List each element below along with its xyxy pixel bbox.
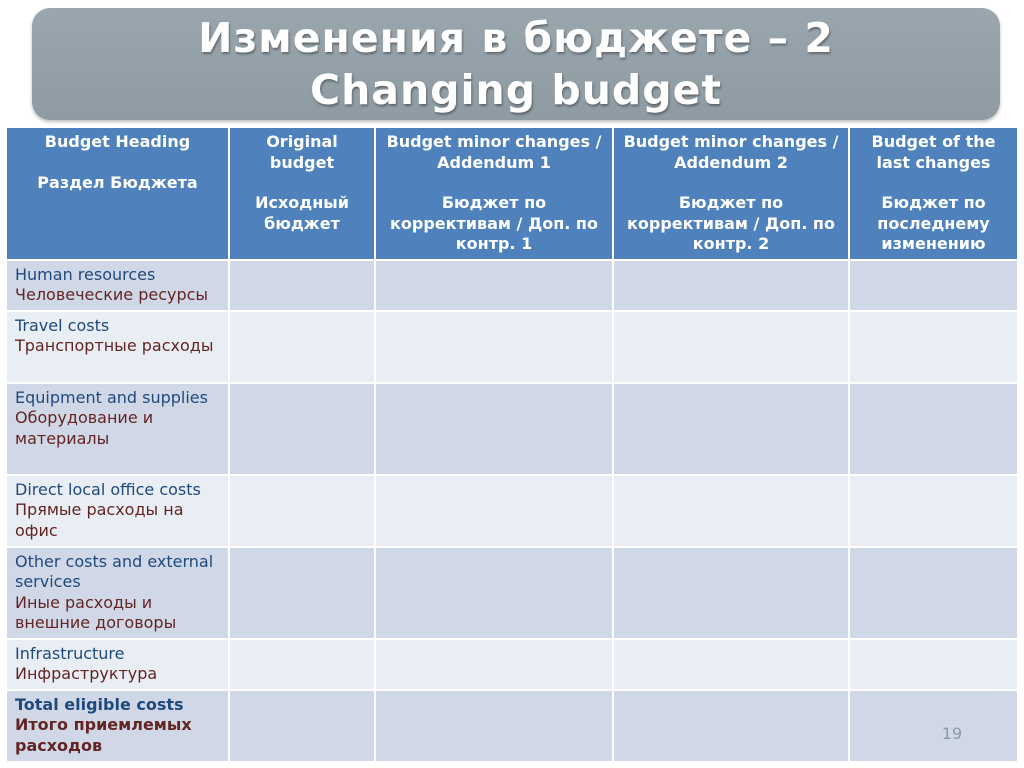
table-cell[interactable] bbox=[375, 383, 613, 475]
table-row bbox=[6, 383, 1018, 475]
table-cell[interactable] bbox=[229, 383, 375, 475]
table-cell[interactable] bbox=[375, 547, 613, 639]
title-russian: Изменения в бюджете – 2 bbox=[198, 14, 834, 62]
row-heading-cell bbox=[6, 639, 229, 690]
row-label-ru: Человеческие ресурсы bbox=[15, 285, 209, 304]
slide-title bbox=[32, 8, 1000, 120]
header-addendum-1 bbox=[375, 127, 613, 260]
table-cell[interactable] bbox=[229, 260, 375, 311]
table-row bbox=[6, 547, 1018, 639]
header-ru: Исходный бюджет bbox=[255, 193, 349, 233]
header-en: Budget Heading bbox=[44, 132, 191, 151]
table-cell[interactable] bbox=[375, 311, 613, 383]
header-addendum-2 bbox=[613, 127, 849, 260]
row-label-ru: Транспортные расходы bbox=[15, 336, 214, 355]
row-heading-cell bbox=[6, 475, 229, 547]
table-cell[interactable] bbox=[849, 547, 1018, 639]
table-row bbox=[6, 639, 1018, 690]
row-heading-cell bbox=[6, 383, 229, 475]
header-last-changes bbox=[849, 127, 1018, 260]
total-row bbox=[6, 690, 1018, 762]
table-cell[interactable] bbox=[613, 311, 849, 383]
row-label-en: Equipment and supplies bbox=[15, 387, 208, 407]
row-label-en: Travel costs bbox=[15, 315, 110, 335]
header-ru: Бюджет по коррективам / Доп. по контр. 2 bbox=[627, 193, 835, 253]
table-cell[interactable] bbox=[375, 690, 613, 762]
row-label-ru: Инфраструктура bbox=[15, 664, 158, 683]
table-cell[interactable] bbox=[613, 260, 849, 311]
header-en: Original budget bbox=[266, 132, 338, 172]
table-cell[interactable] bbox=[375, 475, 613, 547]
table-cell[interactable] bbox=[849, 383, 1018, 475]
table-row bbox=[6, 475, 1018, 547]
header-ru: Бюджет по коррективам / Доп. по контр. 1 bbox=[390, 193, 598, 253]
row-label-en: Infrastructure bbox=[15, 643, 125, 663]
row-heading-cell bbox=[6, 260, 229, 311]
table-cell[interactable] bbox=[849, 639, 1018, 690]
row-heading-cell bbox=[6, 547, 229, 639]
table-cell[interactable] bbox=[375, 639, 613, 690]
table-cell[interactable] bbox=[849, 311, 1018, 383]
header-en: Budget of the last changes bbox=[871, 132, 996, 172]
table-row bbox=[6, 311, 1018, 383]
row-heading-cell bbox=[6, 690, 229, 762]
table-cell[interactable] bbox=[613, 475, 849, 547]
budget-table bbox=[5, 126, 1019, 763]
page-number: 19 bbox=[941, 724, 963, 743]
table-cell[interactable] bbox=[229, 547, 375, 639]
row-heading-cell bbox=[6, 311, 229, 383]
table-cell[interactable] bbox=[229, 639, 375, 690]
header-ru: Раздел Бюджета bbox=[37, 172, 198, 192]
row-label-en: Human resources bbox=[15, 264, 156, 284]
title-english: Changing budget bbox=[310, 66, 722, 114]
table-cell[interactable] bbox=[375, 260, 613, 311]
header-en: Budget minor changes / Addendum 2 bbox=[623, 132, 839, 172]
table-cell[interactable] bbox=[229, 311, 375, 383]
row-label-en: Direct local office costs bbox=[15, 479, 201, 499]
row-label-en: Total eligible costs bbox=[15, 694, 184, 714]
table-cell[interactable] bbox=[229, 475, 375, 547]
header-budget-heading bbox=[6, 127, 229, 260]
row-label-ru: Иные расходы и внешние договоры bbox=[15, 592, 177, 632]
row-label-en: Other costs and external services bbox=[15, 551, 214, 591]
table-cell[interactable] bbox=[613, 690, 849, 762]
table-header-row bbox=[6, 127, 1018, 260]
table-cell[interactable] bbox=[849, 260, 1018, 311]
header-en: Budget minor changes / Addendum 1 bbox=[386, 132, 602, 172]
header-original-budget bbox=[229, 127, 375, 260]
table-cell[interactable] bbox=[613, 547, 849, 639]
row-label-ru: Прямые расходы на офис bbox=[15, 500, 184, 540]
row-label-ru: Итого приемлемых расходов bbox=[15, 715, 192, 755]
table-cell[interactable] bbox=[229, 690, 375, 762]
header-ru: Бюджет по последнему изменению bbox=[877, 193, 990, 253]
table-row bbox=[6, 260, 1018, 311]
table-cell[interactable] bbox=[613, 639, 849, 690]
row-label-ru: Оборудование и материалы bbox=[15, 408, 154, 448]
table-cell[interactable] bbox=[613, 383, 849, 475]
table-cell[interactable] bbox=[849, 475, 1018, 547]
